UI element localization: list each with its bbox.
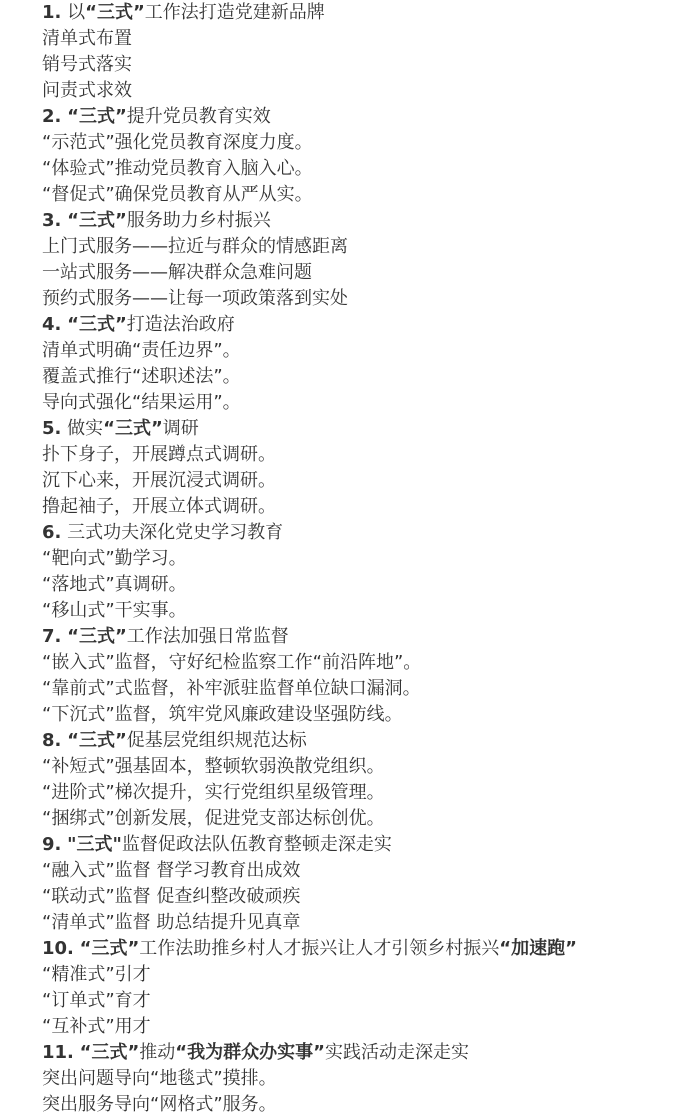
section-number: 9. — [42, 834, 62, 855]
section-title-part: 打造法治政府 — [126, 314, 235, 335]
section-number: 3. — [42, 210, 62, 231]
section-heading — [42, 0, 690, 26]
section-item: “精准式”引才 — [42, 964, 151, 985]
section-title-part: “三式” — [103, 418, 163, 439]
section-heading — [42, 728, 690, 754]
section-item: “联动式”监督 促查纠整改破顽疾 — [42, 886, 301, 907]
section-item: “体验式”推动党员教育入脑入心。 — [42, 158, 313, 179]
section-title-part: “加速跑” — [499, 938, 577, 959]
section-heading — [42, 936, 690, 962]
section-item: “落地式”真调研。 — [42, 574, 187, 595]
section-title-part: 工作法加强日常监督 — [126, 626, 289, 647]
section-title-part: 提升党员教育实效 — [126, 106, 271, 127]
section-title-part: “三式” — [85, 2, 145, 23]
section-item: 沉下心来，开展沉浸式调研。 — [42, 470, 276, 491]
section-number: 7. — [42, 626, 62, 647]
section-heading — [42, 520, 690, 546]
section-item: “订单式”育才 — [42, 990, 151, 1011]
section-item: “清单式”监督 助总结提升见真章 — [42, 912, 301, 933]
section-item: 突出问题导向“地毯式”摸排。 — [42, 1068, 277, 1089]
section-item: “督促式”确保党员教育从严从实。 — [42, 184, 313, 205]
section-item: “下沉式”监督，筑牢党风廉政建设坚强防线。 — [42, 704, 403, 725]
section-item: 清单式明确“责任边界”。 — [42, 340, 241, 361]
section-heading — [42, 416, 690, 442]
section-number: 4. — [42, 314, 62, 335]
section-item: 问责式求效 — [42, 80, 132, 101]
section-item: “靶向式”勤学习。 — [42, 548, 187, 569]
section-item: “捆绑式”创新发展，促进党支部达标创优。 — [42, 808, 385, 829]
section-heading — [42, 832, 690, 858]
section-title-part: 实践活动走深走实 — [324, 1042, 469, 1063]
section-title-part: “三式” — [67, 730, 127, 751]
section-item: 清单式布置 — [42, 28, 132, 49]
section-title-part: “我为群众办实事” — [175, 1042, 325, 1063]
section-item: 扑下身子，开展蹲点式调研。 — [42, 444, 276, 465]
section-item: “融入式”监督 督学习教育出成效 — [42, 860, 301, 881]
section-title-part: “三式” — [79, 1042, 140, 1063]
section-title-part: “三式” — [67, 314, 127, 335]
section-item: 一站式服务——解决群众急难问题 — [42, 262, 312, 283]
section-item: “移山式”干实事。 — [42, 600, 187, 621]
section-number: 1. — [42, 2, 62, 23]
section-item: “靠前式”式监督，补牢派驻监督单位缺口漏洞。 — [42, 678, 421, 699]
section-item: “示范式”强化党员教育深度力度。 — [42, 132, 313, 153]
section-title-part: 以 — [61, 2, 86, 23]
section-title-part: 推动 — [139, 1042, 176, 1063]
section-heading — [42, 1040, 690, 1066]
section-heading — [42, 624, 690, 650]
section-number: 8. — [42, 730, 62, 751]
section-title-part: 工作法助推乡村人才振兴让人才引领乡村振兴 — [139, 938, 500, 959]
section-heading — [42, 104, 690, 130]
section-title-part: 工作法打造党建新品牌 — [144, 2, 325, 23]
section-title-part: “三式” — [67, 210, 127, 231]
section-number: 10. — [42, 938, 74, 959]
section-item: 销号式落实 — [42, 54, 132, 75]
section-heading — [42, 208, 690, 234]
document-body — [42, 0, 690, 1118]
section-title-part: 做实 — [61, 418, 104, 439]
section-number: 11. — [42, 1042, 74, 1063]
section-title-part: 三式功夫深化党史学习教育 — [61, 522, 284, 543]
section-item: “嵌入式”监督，守好纪检监察工作“前沿阵地”。 — [42, 652, 422, 673]
section-item: 上门式服务——拉近与群众的情感距离 — [42, 236, 348, 257]
section-number: 6. — [42, 522, 62, 543]
section-item: 预约式服务——让每一项政策落到实处 — [42, 288, 348, 309]
section-title-part: 监督促政法队伍教育整顿走深走实 — [121, 834, 392, 855]
section-number: 5. — [42, 418, 62, 439]
section-title-part: "三式" — [67, 834, 122, 855]
section-item: 撸起袖子，开展立体式调研。 — [42, 496, 276, 517]
section-title-part: “三式” — [79, 938, 140, 959]
section-number: 2. — [42, 106, 62, 127]
section-item: 突出服务导向“网格式”服务。 — [42, 1094, 277, 1115]
section-title-part: 调研 — [162, 418, 199, 439]
section-title-part: “三式” — [67, 106, 127, 127]
section-item: “互补式”用才 — [42, 1016, 151, 1037]
section-item: 覆盖式推行“述职述法”。 — [42, 366, 241, 387]
section-title-part: “三式” — [67, 626, 127, 647]
section-item: 导向式强化“结果运用”。 — [42, 392, 241, 413]
section-item: “进阶式”梯次提升，实行党组织星级管理。 — [42, 782, 385, 803]
section-item: “补短式”强基固本，整顿软弱涣散党组织。 — [42, 756, 385, 777]
section-title-part: 促基层党组织规范达标 — [126, 730, 307, 751]
section-heading — [42, 312, 690, 338]
section-title-part: 服务助力乡村振兴 — [126, 210, 271, 231]
